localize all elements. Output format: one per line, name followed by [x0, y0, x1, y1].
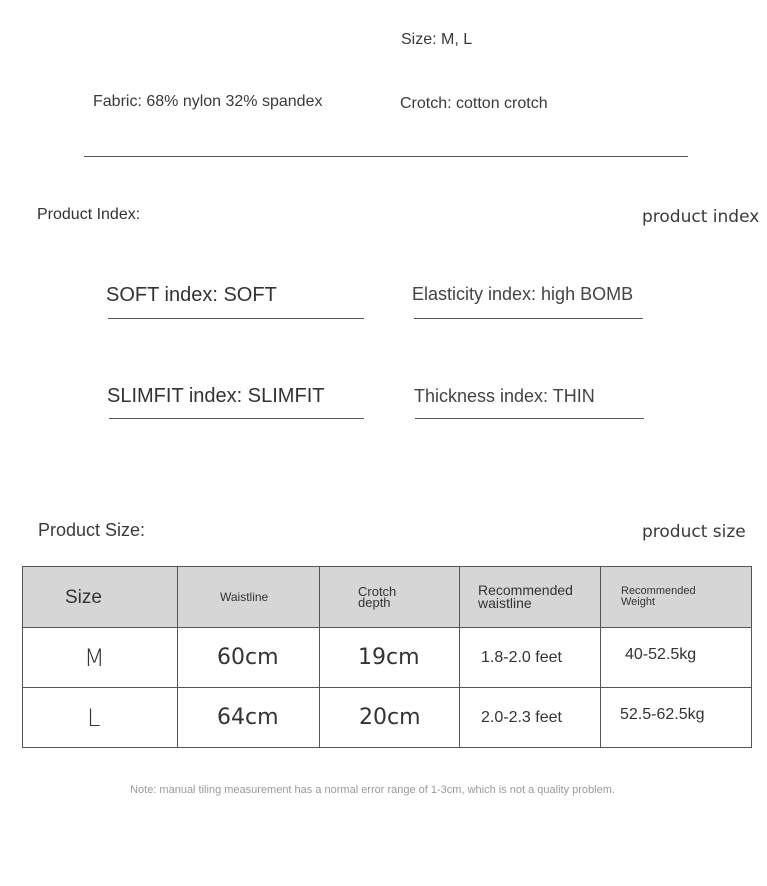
- cell-crotch-depth: 19cm: [358, 644, 420, 670]
- header-waistline: Waistline: [220, 590, 269, 604]
- table-row: [23, 688, 752, 748]
- divider: [84, 156, 688, 157]
- cell-weight-rec: 52.5-62.5kg: [620, 705, 705, 723]
- header-cell: [23, 567, 178, 628]
- header-crotch-depth: Crotch depth: [358, 584, 397, 610]
- cell-waistline-rec: 1.8-2.0 feet: [481, 648, 562, 666]
- table-cell: [601, 688, 752, 748]
- table-cell: [320, 628, 460, 688]
- spec-size: Size: M, L: [401, 31, 473, 48]
- cell-waistline-rec: 2.0-2.3 feet: [481, 708, 562, 726]
- index-elasticity-underline: [414, 318, 643, 319]
- table-cell: [178, 628, 320, 688]
- header-cell: [601, 567, 752, 628]
- header-size: Size: [65, 586, 102, 608]
- size-table-header-row: [23, 567, 752, 628]
- header-cell: [460, 567, 601, 628]
- product-index-title: Product Index:: [37, 206, 141, 223]
- header-recommended-waistline: Recommended waistline: [478, 582, 573, 611]
- product-size-title-en: product size: [642, 522, 746, 542]
- table-cell: [320, 688, 460, 748]
- table-cell: [460, 628, 601, 688]
- cell-waistline: 60cm: [217, 644, 279, 670]
- table-cell: [23, 628, 178, 688]
- index-thickness-underline: [415, 418, 644, 419]
- cell-size: M: [84, 643, 105, 672]
- header-cell: [178, 567, 320, 628]
- spec-fabric: Fabric: 68% nylon 32% spandex: [93, 93, 323, 110]
- header-recommended-weight: Recommended Weight: [621, 585, 696, 608]
- cell-waistline: 64cm: [217, 704, 279, 730]
- product-index-title-en: product index: [642, 207, 760, 227]
- measurement-note: Note: manual tiling measurement has a normal error range of 1-3cm, which is not a quality problem.: [130, 784, 615, 796]
- spec-crotch: Crotch: cotton crotch: [400, 95, 548, 112]
- cell-weight-rec: 40-52.5kg: [625, 645, 697, 663]
- table-cell: [178, 688, 320, 748]
- table-cell: [460, 688, 601, 748]
- index-elasticity: Elasticity index: high BOMB: [412, 284, 634, 304]
- table-cell: [23, 688, 178, 748]
- index-soft-underline: [108, 318, 364, 319]
- cell-size: L: [87, 703, 101, 732]
- index-slimfit: SLIMFIT index: SLIMFIT: [107, 385, 325, 407]
- table-row: [23, 628, 752, 688]
- table-cell: [601, 628, 752, 688]
- index-slimfit-underline: [109, 418, 364, 419]
- product-size-title: Product Size:: [38, 520, 146, 540]
- cell-crotch-depth: 20cm: [359, 704, 421, 730]
- header-cell: [320, 567, 460, 628]
- size-table: [22, 566, 752, 748]
- index-thickness: Thickness index: THIN: [414, 386, 595, 406]
- index-soft: SOFT index: SOFT: [106, 284, 277, 306]
